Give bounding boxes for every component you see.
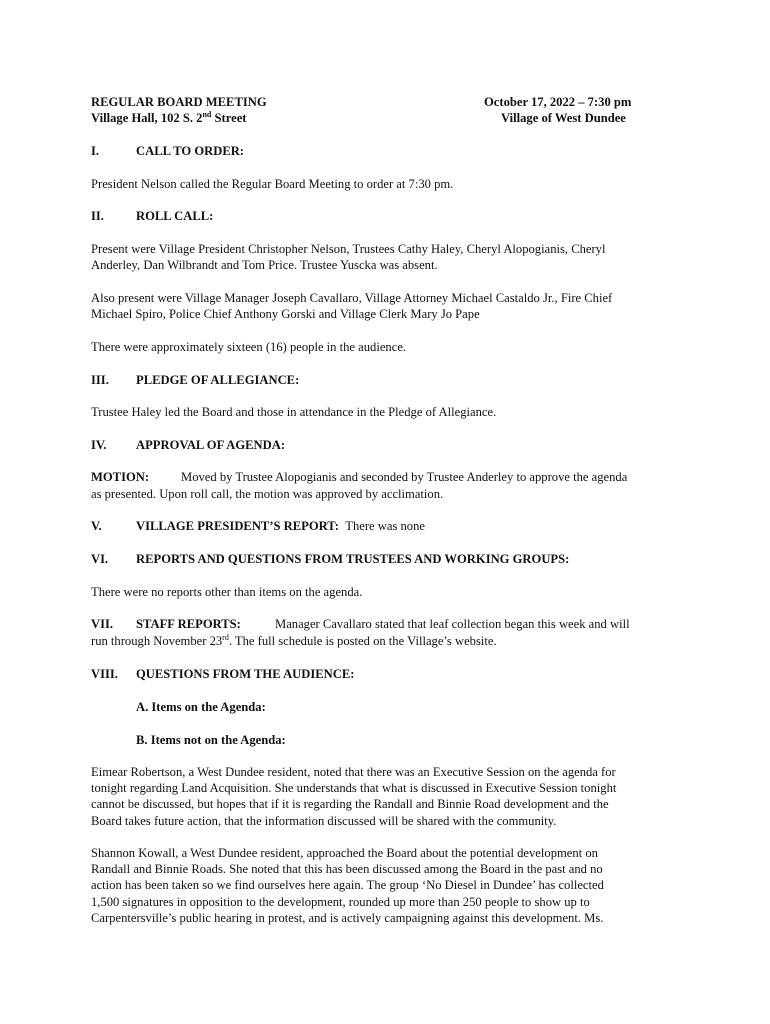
section-heading: VILLAGE PRESIDENT’S REPORT: There was none	[136, 519, 425, 533]
paragraph-line: Present were Village President Christopher Nelson, Trustees Cathy Haley, Cheryl Alopogianis, Cheryl	[91, 242, 606, 256]
paragraph-line: Carpentersville’s public hearing in protest, and is actively campaigning against this development. Ms.	[91, 911, 604, 925]
paragraph-line: 1,500 signatures in opposition to the development, rounded up more than 250 people to show up to	[91, 895, 590, 909]
paragraph-line: run through November 23rd. The full schedule is posted on the Village’s website.	[91, 633, 497, 648]
section-heading: ROLL CALL:	[136, 209, 214, 223]
section-heading: REPORTS AND QUESTIONS FROM TRUSTEES AND WORKING GROUPS:	[136, 552, 570, 566]
section-heading: QUESTIONS FROM THE AUDIENCE:	[136, 667, 355, 681]
section-number: V.	[91, 519, 102, 533]
paragraph-line: Manager Cavallaro stated that leaf collection began this week and will	[275, 617, 630, 631]
paragraph-line: Randall and Binnie Roads. She noted that this has been discussed among the Board in the past and no	[91, 862, 603, 876]
paragraph-line: cannot be discussed, but hopes that if it is regarding the Randall and Binnie Road development and the	[91, 797, 609, 811]
section-heading: STAFF REPORTS:	[136, 617, 241, 631]
section-number: III.	[91, 373, 109, 387]
paragraph-line: Eimear Robertson, a West Dundee resident, noted that there was an Executive Session on the agenda for	[91, 765, 616, 779]
paragraph-line: Board takes future action, that the information discussed will be shared with the community.	[91, 814, 557, 828]
paragraph-line: tonight regarding Land Acquisition. She understands that what is discussed in Executive Session tonight	[91, 781, 617, 795]
paragraph: There were no reports other than items on the agenda.	[91, 585, 363, 599]
section-number: VII.	[91, 617, 114, 631]
paragraph: President Nelson called the Regular Board Meeting to order at 7:30 pm.	[91, 177, 454, 191]
section-number: II.	[91, 209, 104, 223]
paragraph-line: action has been taken so we find ourselves here again. The group ‘No Diesel in Dundee’ has collected	[91, 878, 604, 892]
section-heading: PLEDGE OF ALLEGIANCE:	[136, 373, 300, 387]
paragraph-line: Also present were Village Manager Joseph Cavallaro, Village Attorney Michael Castaldo Jr., Fire Chief	[91, 291, 613, 305]
meeting-location: Village Hall, 102 S. 2nd Street	[91, 110, 247, 125]
paragraph-line: Shannon Kowall, a West Dundee resident, approached the Board about the potential development on	[91, 846, 598, 860]
paragraph: Trustee Haley led the Board and those in attendance in the Pledge of Allegiance.	[91, 405, 497, 419]
section-number: I.	[91, 144, 100, 158]
village-name: Village of West Dundee	[501, 111, 626, 125]
section-number: VI.	[91, 552, 109, 566]
paragraph-line: Michael Spiro, Police Chief Anthony Gorski and Village Clerk Mary Jo Pape	[91, 307, 480, 321]
paragraph-line: Moved by Trustee Alopogianis and seconded by Trustee Anderley to approve the agenda	[181, 470, 628, 484]
section-number: VIII.	[91, 667, 118, 681]
subheading: B. Items not on the Agenda:	[136, 733, 286, 747]
section-number: IV.	[91, 438, 107, 452]
section-heading: APPROVAL OF AGENDA:	[136, 438, 286, 452]
meeting-type: REGULAR BOARD MEETING	[91, 95, 267, 109]
section-heading: CALL TO ORDER:	[136, 144, 245, 158]
meeting-date: October 17, 2022 – 7:30 pm	[484, 95, 632, 109]
paragraph: There were approximately sixteen (16) people in the audience.	[91, 340, 407, 354]
motion-label: MOTION:	[91, 470, 150, 484]
paragraph-line: Anderley, Dan Wilbrandt and Tom Price. Trustee Yuscka was absent.	[91, 258, 438, 272]
paragraph-line: as presented. Upon roll call, the motion was approved by acclimation.	[91, 487, 444, 501]
subheading: A. Items on the Agenda:	[136, 700, 266, 714]
